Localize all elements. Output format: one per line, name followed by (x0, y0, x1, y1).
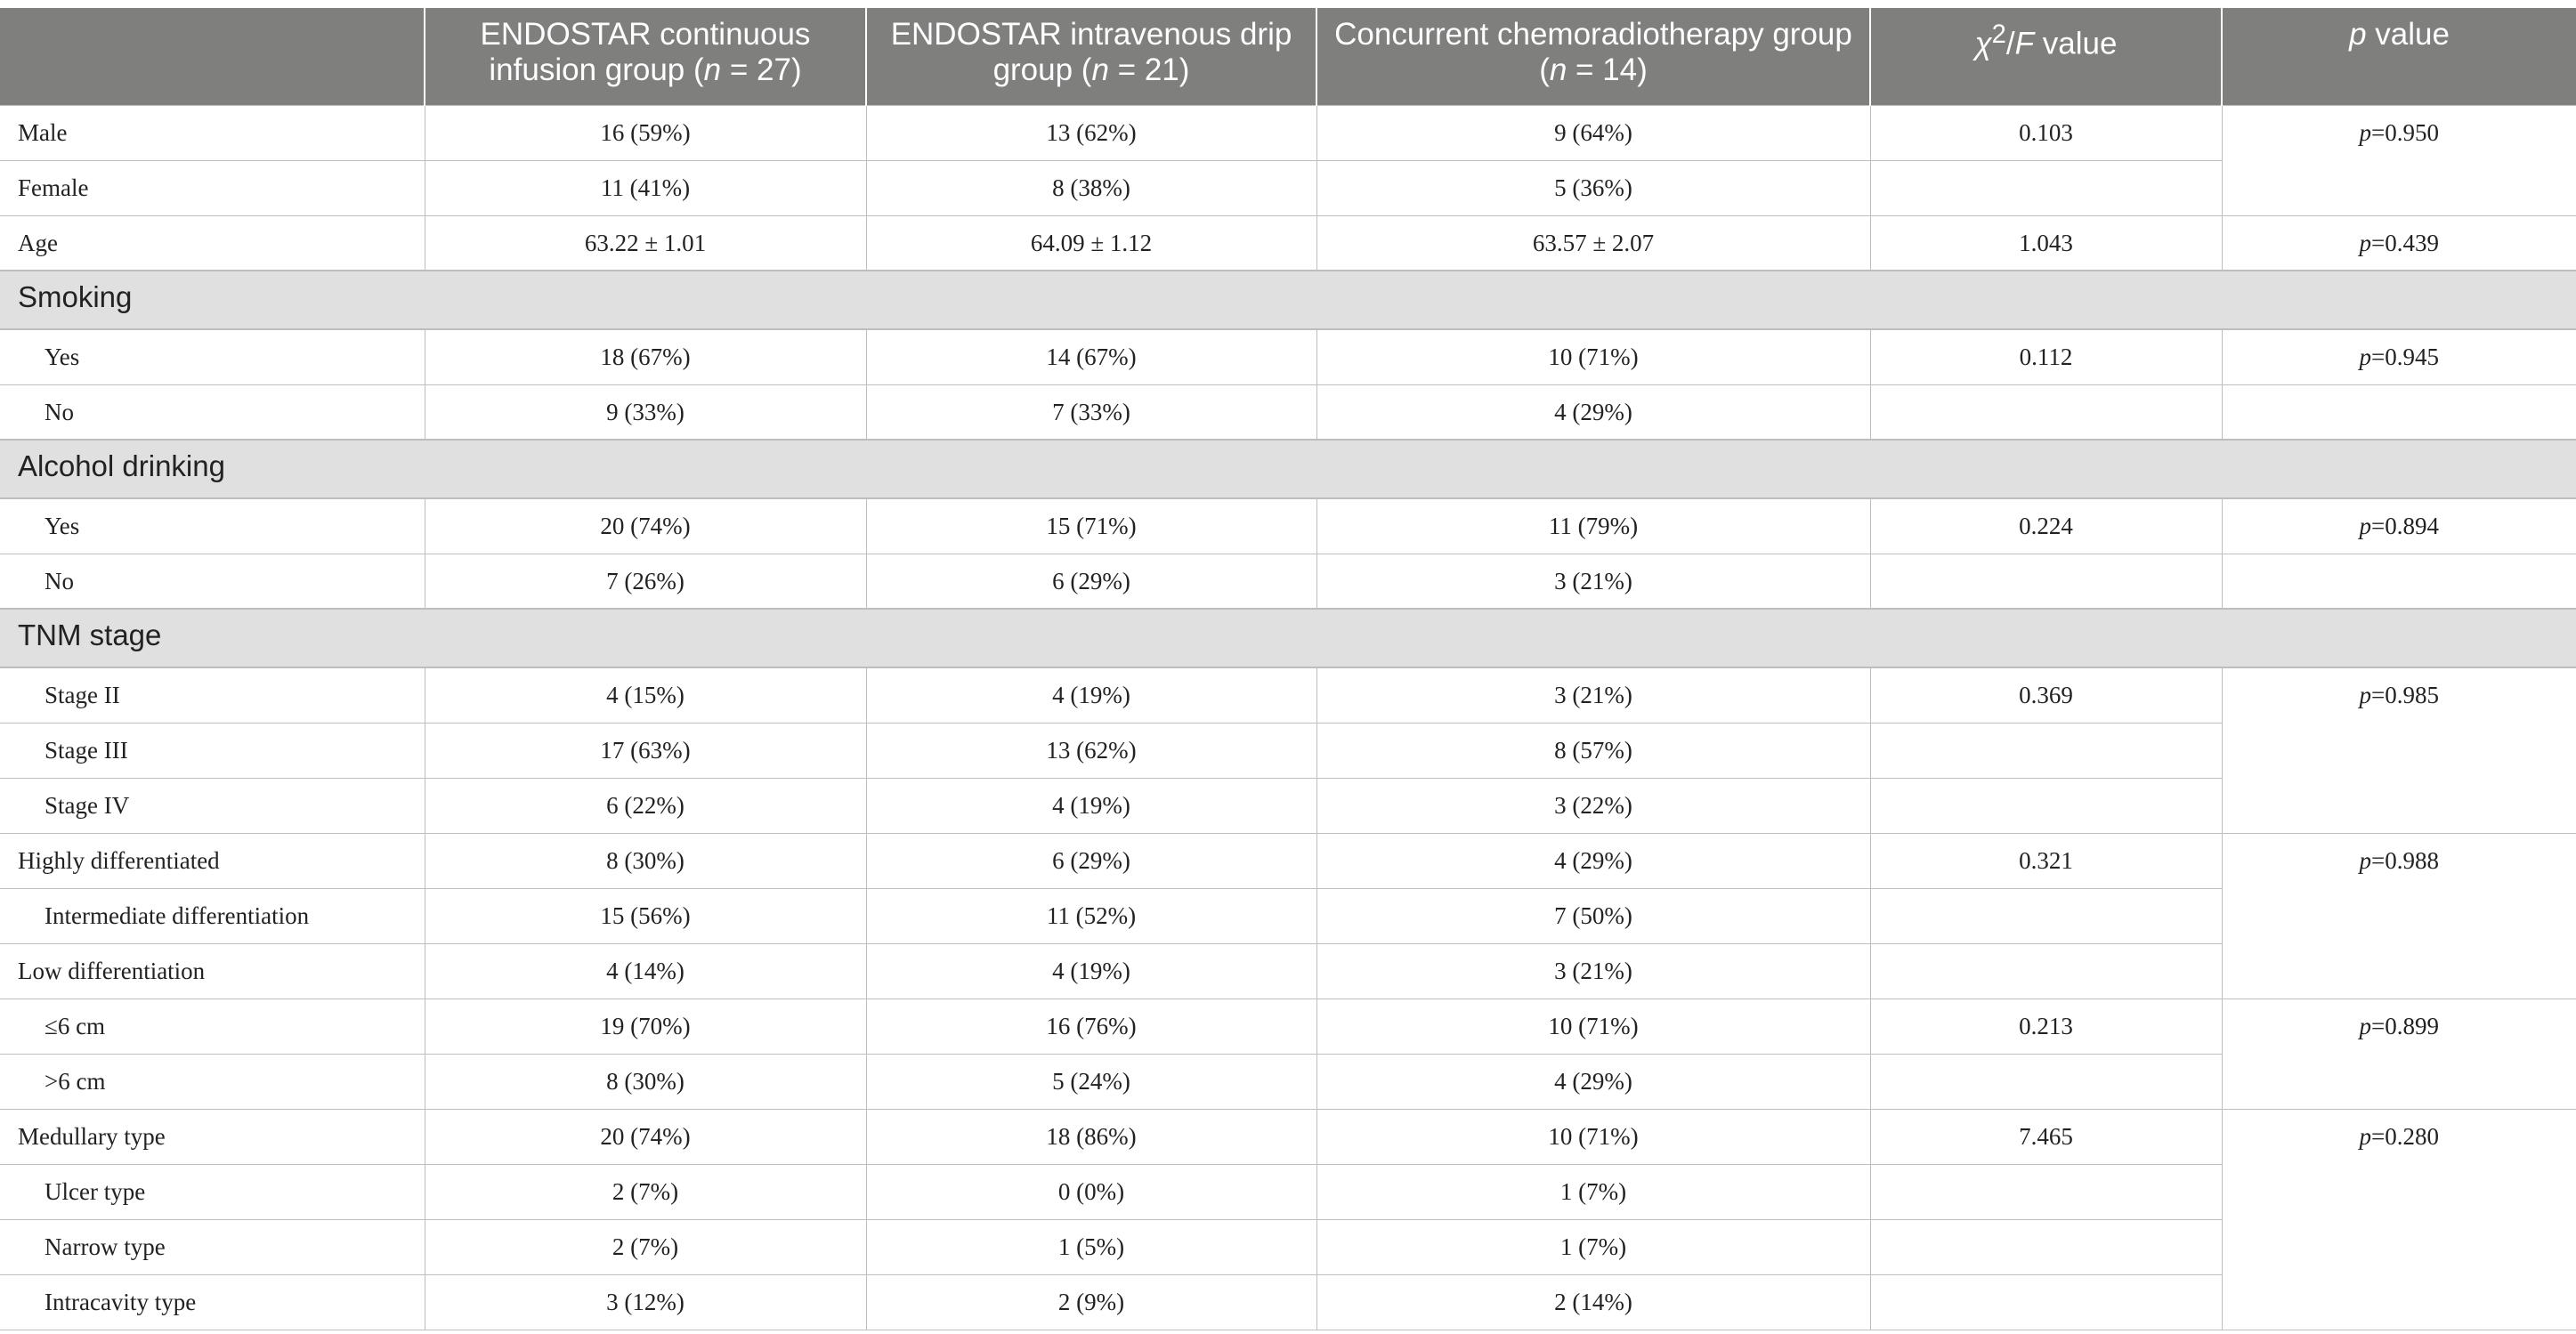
cell-g3: 4 (29%) (1316, 833, 1870, 888)
cell-stat (1870, 1054, 2222, 1109)
cell-g3: 10 (71%) (1316, 1109, 1870, 1164)
row-label: Highly differentiated (0, 833, 425, 888)
cell-g1: 20 (74%) (425, 1109, 866, 1164)
cell-g3: 8 (57%) (1316, 723, 1870, 778)
cell-g3: 1 (7%) (1316, 1164, 1870, 1219)
cell-g2: 8 (38%) (866, 160, 1316, 215)
row-label: Yes (0, 329, 425, 384)
cell-g3: 1 (7%) (1316, 1219, 1870, 1274)
cell-g1: 19 (70%) (425, 998, 866, 1054)
table-row (0, 888, 2576, 943)
row-label: No (0, 384, 425, 440)
cell-stat: 0.224 (1870, 498, 2222, 554)
cell-p (2222, 943, 2576, 998)
cell-g2: 1 (5%) (866, 1219, 1316, 1274)
table-row (0, 329, 2576, 384)
table-row (0, 160, 2576, 215)
cell-p: p=0.894 (2222, 498, 2576, 554)
cell-g1: 4 (15%) (425, 667, 866, 723)
cell-g2: 4 (19%) (866, 667, 1316, 723)
row-label: Intracavity type (0, 1274, 425, 1330)
header-continuous-infusion: ENDOSTAR continuous infusion group (n = 27) (425, 8, 866, 105)
section-title-smoking: Smoking (0, 271, 2576, 329)
table-row (0, 554, 2576, 609)
row-label: Ulcer type (0, 1164, 425, 1219)
cell-p: p=0.950 (2222, 105, 2576, 160)
cell-g1: 6 (22%) (425, 778, 866, 833)
cell-p (2222, 1274, 2576, 1330)
cell-g2: 6 (29%) (866, 554, 1316, 609)
cell-p: p=0.988 (2222, 833, 2576, 888)
cell-stat (1870, 1274, 2222, 1330)
cell-p: p=0.945 (2222, 329, 2576, 384)
cell-g3: 5 (36%) (1316, 160, 1870, 215)
cell-stat: 1.043 (1870, 215, 2222, 271)
cell-g2: 4 (19%) (866, 778, 1316, 833)
cell-g2: 16 (76%) (866, 998, 1316, 1054)
cell-g1: 2 (7%) (425, 1164, 866, 1219)
section-title-tnm: TNM stage (0, 609, 2576, 667)
cell-g2: 13 (62%) (866, 723, 1316, 778)
cell-stat (1870, 943, 2222, 998)
header-empty (0, 8, 425, 105)
row-label: >6 cm (0, 1054, 425, 1109)
cell-g2: 7 (33%) (866, 384, 1316, 440)
row-label: Yes (0, 498, 425, 554)
section-title-alcohol: Alcohol drinking (0, 440, 2576, 498)
table-row (0, 998, 2576, 1054)
cell-g1: 2 (7%) (425, 1219, 866, 1274)
cell-p (2222, 723, 2576, 778)
table-row (0, 943, 2576, 998)
cell-stat: 0.103 (1870, 105, 2222, 160)
cell-stat (1870, 554, 2222, 609)
cell-g1: 4 (14%) (425, 943, 866, 998)
cell-g1: 63.22 ± 1.01 (425, 215, 866, 271)
header-intravenous-drip: ENDOSTAR intravenous drip group (n = 21) (866, 8, 1316, 105)
cell-p (2222, 1164, 2576, 1219)
cell-g3: 10 (71%) (1316, 329, 1870, 384)
table-row (0, 105, 2576, 160)
table-row (0, 384, 2576, 440)
cell-stat (1870, 1219, 2222, 1274)
table-row (0, 1219, 2576, 1274)
table-row (0, 1054, 2576, 1109)
cell-g2: 14 (67%) (866, 329, 1316, 384)
section-header-row (0, 271, 2576, 329)
cell-g3: 4 (29%) (1316, 384, 1870, 440)
cell-stat: 0.369 (1870, 667, 2222, 723)
cell-g1: 8 (30%) (425, 1054, 866, 1109)
row-label: ≤6 cm (0, 998, 425, 1054)
cell-g2: 13 (62%) (866, 105, 1316, 160)
cell-p: p=0.280 (2222, 1109, 2576, 1164)
cell-stat (1870, 1164, 2222, 1219)
cell-stat: 0.321 (1870, 833, 2222, 888)
cell-stat (1870, 723, 2222, 778)
cell-g3: 3 (21%) (1316, 667, 1870, 723)
cell-stat (1870, 160, 2222, 215)
row-label: Female (0, 160, 425, 215)
row-label: Intermediate differentiation (0, 888, 425, 943)
cell-g3: 3 (21%) (1316, 554, 1870, 609)
cell-p (2222, 1219, 2576, 1274)
cell-g3: 3 (22%) (1316, 778, 1870, 833)
cell-p (2222, 778, 2576, 833)
cell-p: p=0.439 (2222, 215, 2576, 271)
cell-g1: 16 (59%) (425, 105, 866, 160)
row-label: No (0, 554, 425, 609)
row-label: Stage II (0, 667, 425, 723)
cell-p (2222, 1054, 2576, 1109)
cell-g3: 11 (79%) (1316, 498, 1870, 554)
cell-p (2222, 160, 2576, 215)
section-header-row (0, 440, 2576, 498)
cell-g2: 15 (71%) (866, 498, 1316, 554)
cell-p: p=0.899 (2222, 998, 2576, 1054)
cell-g2: 4 (19%) (866, 943, 1316, 998)
cell-g2: 5 (24%) (866, 1054, 1316, 1109)
header-row (0, 8, 2576, 105)
table-row (0, 1164, 2576, 1219)
cell-g3: 7 (50%) (1316, 888, 1870, 943)
header-chemoradiotherapy: Concurrent chemoradiotherapy group (n = 14) (1316, 8, 1870, 105)
cell-g2: 0 (0%) (866, 1164, 1316, 1219)
cell-stat: 0.213 (1870, 998, 2222, 1054)
cell-g2: 64.09 ± 1.12 (866, 215, 1316, 271)
table-row (0, 667, 2576, 723)
cell-g1: 7 (26%) (425, 554, 866, 609)
cell-p: p=0.985 (2222, 667, 2576, 723)
row-label: Medullary type (0, 1109, 425, 1164)
cell-p (2222, 888, 2576, 943)
table-row (0, 215, 2576, 271)
cell-g3: 10 (71%) (1316, 998, 1870, 1054)
header-chi-f-value: $\chi^2/F$ value (1870, 8, 2222, 105)
cell-g2: 6 (29%) (866, 833, 1316, 888)
cell-g1: 8 (30%) (425, 833, 866, 888)
cell-g1: 15 (56%) (425, 888, 866, 943)
cell-g1: 11 (41%) (425, 160, 866, 215)
row-label: Narrow type (0, 1219, 425, 1274)
row-label: Male (0, 105, 425, 160)
cell-g1: 9 (33%) (425, 384, 866, 440)
cell-g3: 4 (29%) (1316, 1054, 1870, 1109)
cell-stat (1870, 888, 2222, 943)
cell-g1: 18 (67%) (425, 329, 866, 384)
row-label: Low differentiation (0, 943, 425, 998)
cell-g3: 9 (64%) (1316, 105, 1870, 160)
cell-g1: 3 (12%) (425, 1274, 866, 1330)
cell-g2: 18 (86%) (866, 1109, 1316, 1164)
cell-g3: 2 (14%) (1316, 1274, 1870, 1330)
cell-g3: 63.57 ± 2.07 (1316, 215, 1870, 271)
cell-stat (1870, 778, 2222, 833)
cell-g2: 2 (9%) (866, 1274, 1316, 1330)
cell-g1: 20 (74%) (425, 498, 866, 554)
section-header-row (0, 609, 2576, 667)
baseline-characteristics-table (0, 8, 2576, 1330)
cell-g3: 3 (21%) (1316, 943, 1870, 998)
table-row (0, 1274, 2576, 1330)
cell-stat: 0.112 (1870, 329, 2222, 384)
table-row (0, 833, 2576, 888)
row-label: Stage IV (0, 778, 425, 833)
cell-p (2222, 384, 2576, 440)
row-label: Stage III (0, 723, 425, 778)
cell-p (2222, 554, 2576, 609)
cell-g2: 11 (52%) (866, 888, 1316, 943)
cell-stat: 7.465 (1870, 1109, 2222, 1164)
table-row (0, 498, 2576, 554)
row-label: Age (0, 215, 425, 271)
header-p-value: p value (2222, 8, 2576, 105)
table-row (0, 778, 2576, 833)
table-row (0, 723, 2576, 778)
cell-g1: 17 (63%) (425, 723, 866, 778)
table-row (0, 1109, 2576, 1164)
cell-stat (1870, 384, 2222, 440)
